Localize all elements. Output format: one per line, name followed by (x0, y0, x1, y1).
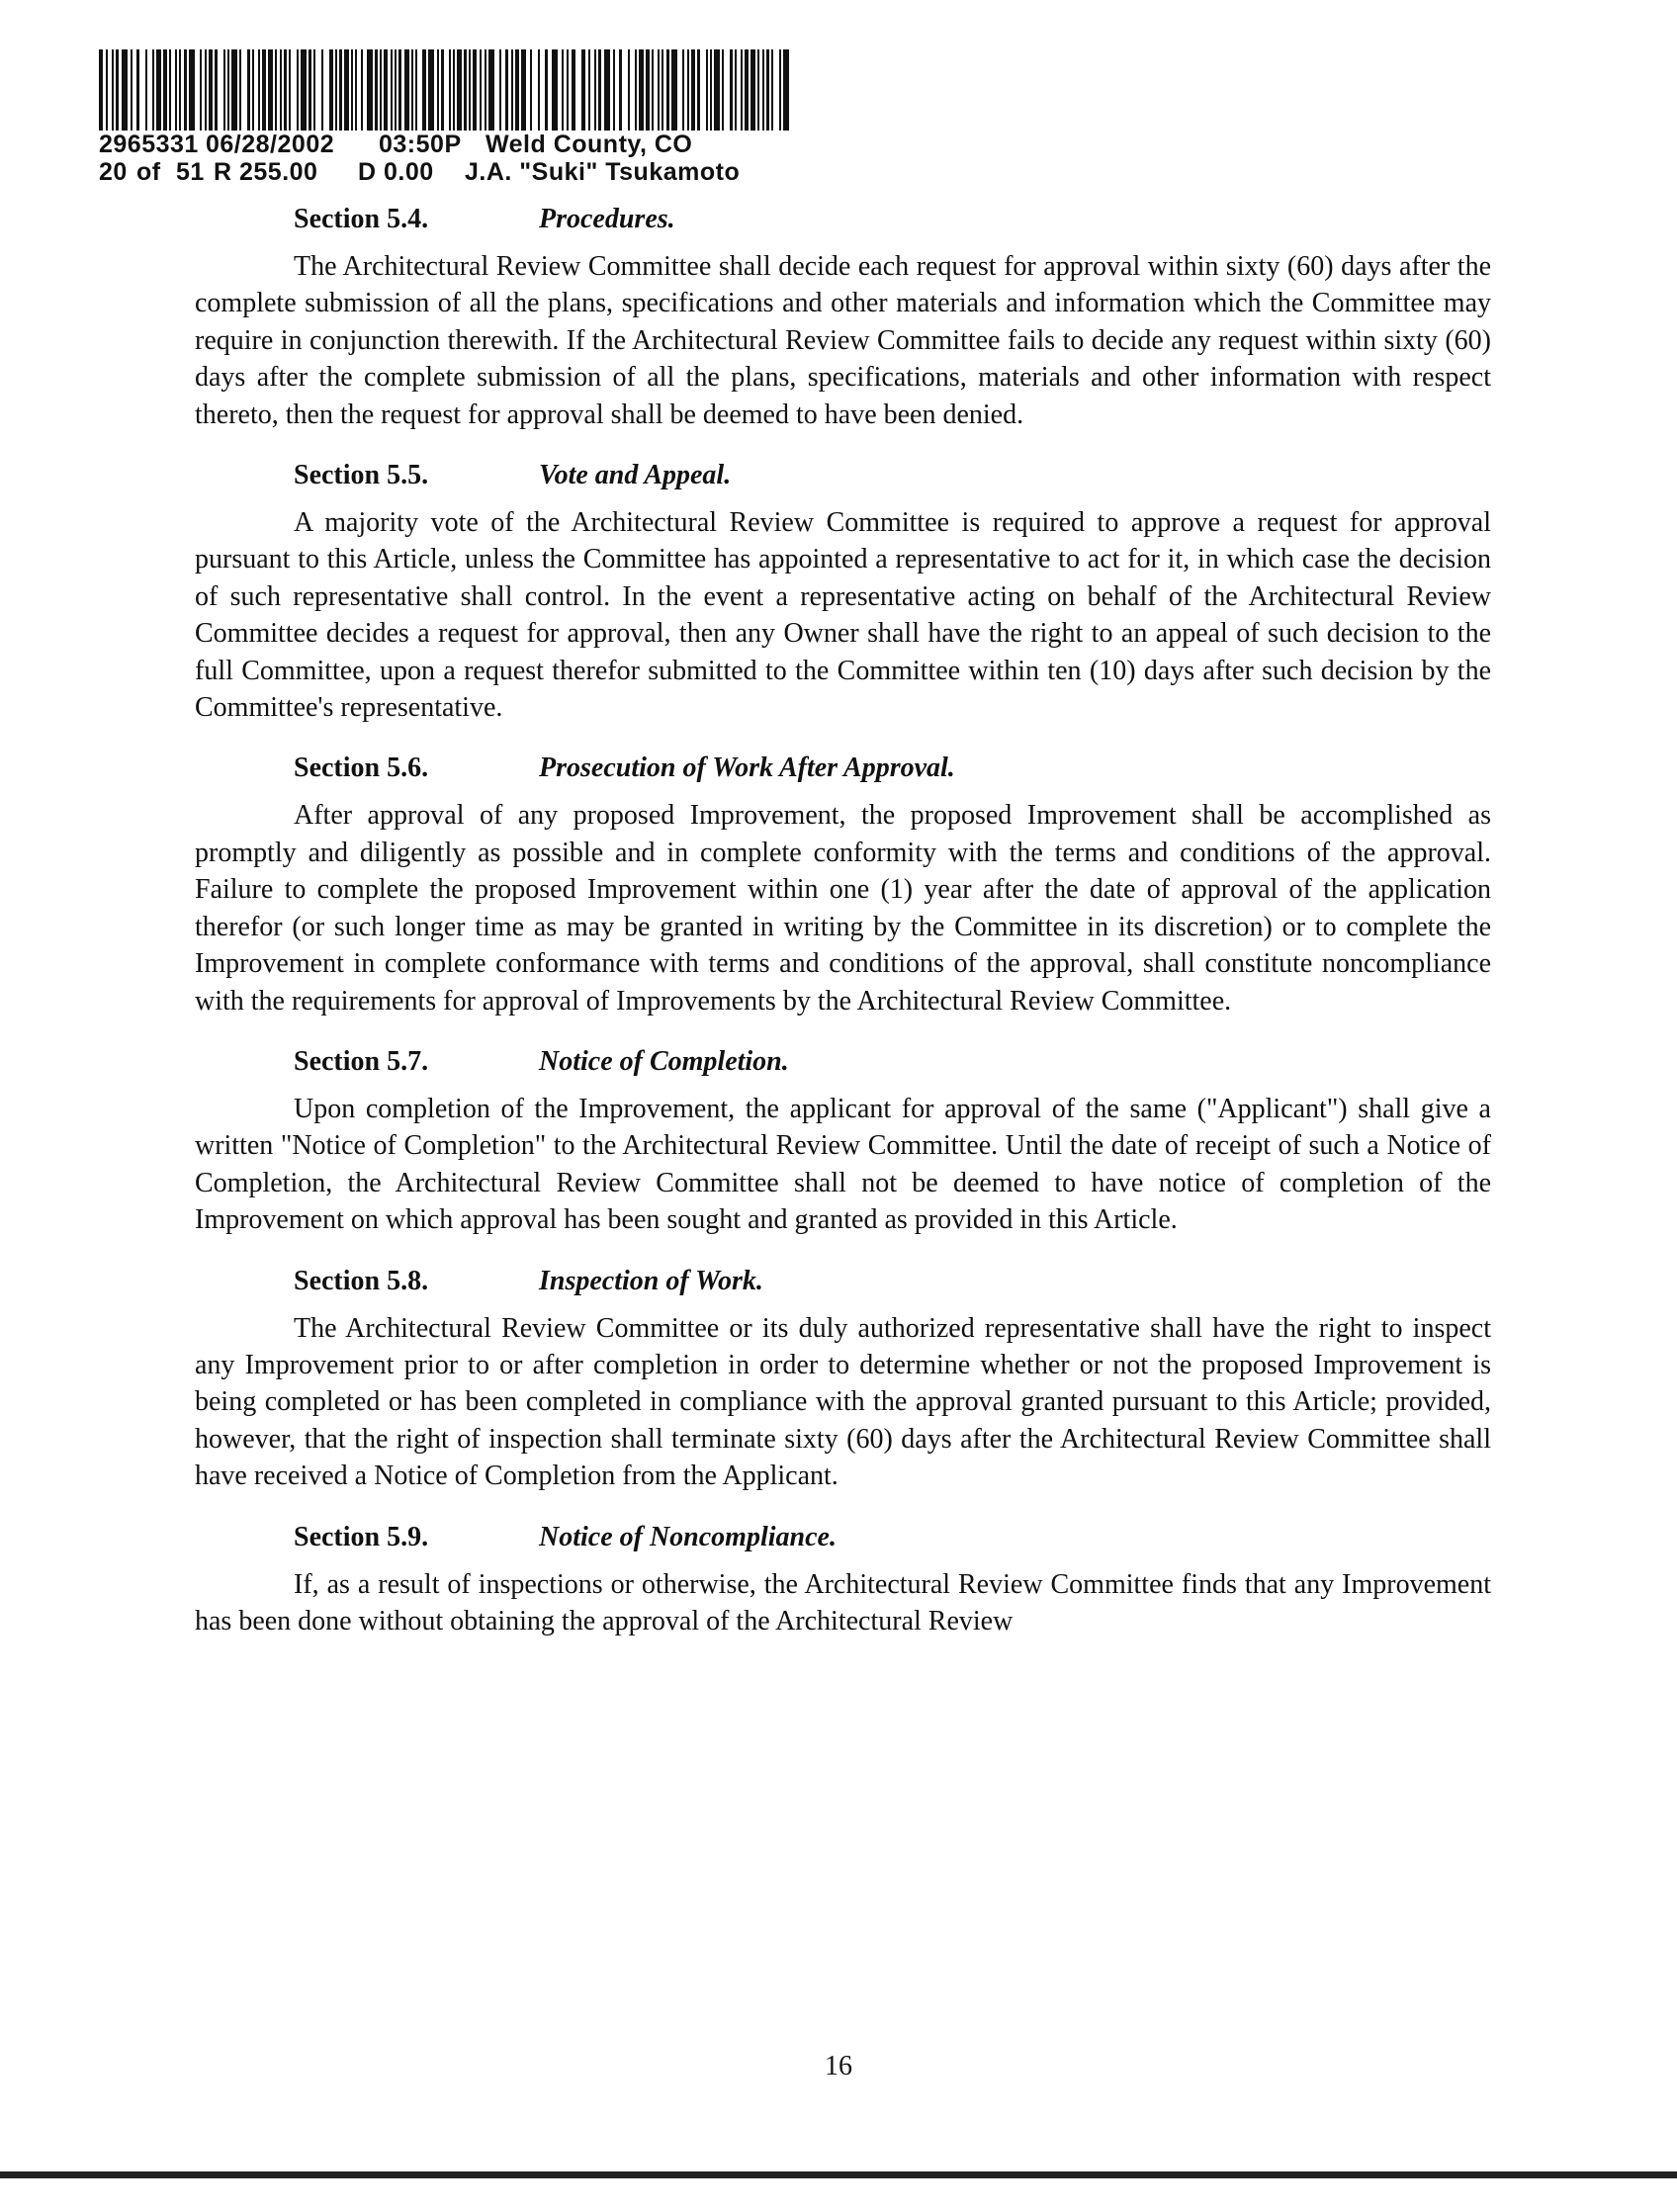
section-paragraph: A majority vote of the Architectural Review Committee is required to approve a request for approval pursuant to this Article, unless the Committee has appointed a representative to act for it, in which case the decision of such representative shall control. In the event a representative acting on behalf of the Architectural Review Committee decides a request for approval, then any Owner shall have the right to an appeal of such decision to the full Committee, upon a request therefor submitted to the Committee within ten (10) days after such decision by the Committee's representative. (195, 507, 1491, 724)
section-5-9 (195, 1521, 1491, 1640)
barcode-bar (783, 49, 789, 131)
reception-number: 2965331 (99, 131, 199, 158)
barcode-bar (231, 49, 237, 131)
barcode-bar (779, 49, 781, 131)
barcode-bar (367, 49, 373, 131)
section-heading (294, 752, 1491, 785)
section-heading (294, 1265, 1491, 1298)
barcode-bar (404, 49, 409, 131)
barcode-bar (714, 49, 720, 131)
barcode-bar (411, 49, 413, 131)
barcode-bar (275, 49, 277, 131)
barcode-bar (730, 49, 733, 131)
section-title: Notice of Completion. (539, 1045, 789, 1077)
barcode-bar (635, 49, 637, 131)
barcode-bar (639, 49, 644, 131)
barcode-bar (122, 49, 128, 131)
section-paragraph: If, as a result of inspections or otherwise, the Architectural Review Committee finds that any Improvement has been done without obtaining the approval of the Architectural Review (195, 1568, 1491, 1637)
barcode-bar (485, 49, 486, 131)
barcode-bar (398, 49, 401, 131)
barcode-bar (457, 49, 462, 131)
section-title: Procedures. (539, 204, 675, 234)
barcode-bar (361, 49, 363, 131)
barcode-bar (395, 49, 397, 131)
barcode-bar (594, 49, 596, 131)
barcode-bar (515, 49, 519, 131)
barcode-bar (666, 49, 669, 131)
page-total: 51 (176, 158, 205, 186)
barcode-bar (252, 49, 254, 131)
barcode-bar (762, 49, 764, 131)
section-5-4 (195, 203, 1491, 433)
barcode-bar (184, 49, 187, 131)
recording-stamp (99, 49, 791, 186)
barcode-bar (209, 49, 213, 131)
barcode-bar (289, 49, 291, 131)
barcode-bar (145, 49, 147, 131)
barcode-bar (604, 49, 610, 131)
section-5-6 (195, 752, 1491, 1018)
barcode-bar (335, 49, 337, 131)
barcode-bar (227, 49, 229, 131)
section-number: Section 5.7. (294, 1045, 429, 1077)
barcode-bar (722, 49, 724, 131)
recording-date: 06/28/2002 (206, 131, 335, 158)
barcode-bar (422, 49, 426, 131)
barcode-bar (505, 49, 508, 131)
barcode-bar (380, 49, 382, 131)
section-heading (294, 1045, 1491, 1079)
barcode-bar (757, 49, 759, 131)
section-5-7 (195, 1045, 1491, 1239)
barcode-bar (262, 49, 266, 131)
barcode-bar (329, 49, 333, 131)
barcode-bar (453, 49, 455, 131)
barcode-bar (175, 49, 177, 131)
section-paragraph: After approval of any proposed Improvement, the proposed Improvement shall be accomplished as promptly and diligently as possible and in complete conformity with the terms and conditions of the approval. Failure to complete the proposed Improvement within one (1) year after the date of approval of the application therefor (or such longer time as may be granted in writing by the Committee in its discretion) or to complete the Improvement in complete conformance with terms and conditions of the approval, shall constitute noncompliance with the requirements for approval of Improvements by the Architectural Review Committee. (195, 800, 1491, 1017)
barcode-bar (344, 49, 349, 131)
section-heading (294, 1521, 1491, 1554)
barcode-bar (598, 49, 601, 131)
recording-fee: R 255.00 (214, 158, 318, 186)
barcode-bar (682, 49, 684, 131)
barcode-bar (437, 49, 439, 131)
barcode-bar (415, 49, 417, 131)
barcode-bar (179, 49, 181, 131)
barcode-bar (581, 49, 585, 131)
section-paragraph: Upon completion of the Improvement, the applicant for approval of the same ("Applicant") shall give a written "Notice of Completion" to the Architectural Review Committee. Until the date of receipt of such a Notice of Completion, the Architectural Review Committee shall not be deemed to have notice of completion of the Improvement on which approval has been sought and granted as provided in this Article. (195, 1093, 1491, 1236)
recording-time: 03:50P (379, 131, 462, 158)
barcode-bar (572, 49, 575, 131)
barcode-bar (375, 49, 378, 131)
section-number: Section 5.6. (294, 752, 429, 784)
page-of: of (136, 158, 161, 186)
page-number: 16 (825, 2051, 852, 2081)
barcode-bar (313, 49, 315, 131)
barcode-bar (697, 49, 700, 131)
section-number: Section 5.9. (294, 1521, 429, 1552)
bottom-rule (0, 2171, 1677, 2178)
barcode-bar (280, 49, 282, 131)
barcode-bar (741, 49, 743, 131)
barcode-bar (464, 49, 467, 131)
section-number: Section 5.4. (294, 204, 429, 234)
section-title: Vote and Appeal. (539, 460, 732, 491)
document-body (195, 203, 1491, 1665)
barcode-bar (545, 49, 548, 131)
barcode-bar (200, 49, 202, 131)
barcode-bar (116, 49, 119, 131)
barcode-bar (530, 49, 532, 131)
barcode-bar (687, 49, 689, 131)
barcode-bar (163, 49, 167, 131)
barcode-bar (735, 49, 737, 131)
barcode-bar (112, 49, 114, 131)
county: Weld County, CO (485, 131, 693, 158)
barcode-bar (99, 49, 103, 131)
barcode-bar (156, 49, 161, 131)
barcode-bar (169, 49, 171, 131)
barcode-bar (628, 49, 630, 131)
section-number: Section 5.5. (294, 460, 429, 491)
barcode-bar (297, 49, 299, 131)
barcode-bar (239, 49, 241, 131)
barcode-bar (351, 49, 353, 131)
section-paragraph: The Architectural Review Committee shall decide each request for approval within sixty (60) days after the complete submission of all the plans, specifications and other materials and information which the Committee may require in conjunction therewith. If the Architectural Review Committee fails to decide any request within sixty (60) days after the complete submission of all the plans, specifications, materials and other information with respect thereto, then the request for approval shall be deemed to have been denied. (195, 251, 1491, 430)
barcode-bar (301, 49, 307, 131)
section-title: Inspection of Work. (539, 1265, 763, 1296)
barcode-bar (691, 49, 695, 131)
barcode-bar (562, 49, 564, 131)
barcode-bar (662, 49, 663, 131)
barcode-bar (588, 49, 590, 131)
barcode-bar (710, 49, 712, 131)
barcode-bar (480, 49, 482, 131)
barcode-bar (339, 49, 342, 131)
barcode-bar (488, 49, 494, 131)
barcode-bar (391, 49, 393, 131)
barcode-bar (511, 49, 513, 131)
section-5-8 (195, 1265, 1491, 1495)
barcode-bar (619, 49, 622, 131)
barcode-bar (766, 49, 769, 131)
barcode-bar (449, 49, 451, 131)
barcode-bar (441, 49, 444, 131)
barcode-bar (384, 49, 388, 131)
barcode-bar (321, 49, 323, 131)
barcode-bar (552, 49, 558, 131)
section-heading (294, 203, 1491, 236)
barcode-bar (284, 49, 287, 131)
stamp-line-1 (99, 131, 791, 158)
barcode-bar (428, 49, 434, 131)
barcode-bar (136, 49, 139, 131)
barcode-bar (658, 49, 660, 131)
barcode-bar (205, 49, 207, 131)
barcode-bar (355, 49, 357, 131)
barcode-bar (750, 49, 755, 131)
barcode-bar (521, 49, 526, 131)
stamp-line-2 (99, 158, 791, 186)
clerk-name: J.A. "Suki" Tsukamoto (465, 158, 741, 186)
section-heading (294, 459, 1491, 492)
section-title: Notice of Noncompliance. (539, 1521, 837, 1552)
barcode-bar (538, 49, 540, 131)
barcode-bar (567, 49, 569, 131)
section-paragraph: The Architectural Review Committee or its duly authorized representative shall have the right to inspect any Improvement prior to or after completion in order to determine whether or not the proposed Improvement is being completed or has been completed in compliance with the approval granted pursuant to this Article; provided, however, that the right of inspection shall terminate sixty (60) days after the Architectural Review Committee shall have received a Notice of Completion from the Applicant. (195, 1312, 1491, 1492)
barcode-bar (152, 49, 154, 131)
barcode-bar (706, 49, 708, 131)
barcode-bar (652, 49, 654, 131)
barcode-bar (671, 49, 677, 131)
barcode-bar (268, 49, 273, 131)
barcode-bar (309, 49, 311, 131)
barcode-bar (473, 49, 477, 131)
barcode-bar (223, 49, 225, 131)
barcode-bar (258, 49, 260, 131)
barcode-bar (131, 49, 132, 131)
doc-fee: D 0.00 (358, 158, 434, 186)
barcode-bar (613, 49, 615, 131)
barcode (99, 49, 791, 131)
barcode-bar (189, 49, 195, 131)
barcode-bar (247, 49, 250, 131)
page-index: 20 (99, 158, 128, 186)
barcode-bar (499, 49, 501, 131)
barcode-bar (106, 49, 108, 131)
section-title: Prosecution of Work After Approval. (539, 752, 955, 784)
barcode-bar (745, 49, 749, 131)
barcode-bar (771, 49, 773, 131)
barcode-bar (215, 49, 218, 131)
barcode-bar (646, 49, 650, 131)
barcode-bar (469, 49, 471, 131)
section-number: Section 5.8. (294, 1265, 429, 1296)
section-5-5 (195, 459, 1491, 726)
